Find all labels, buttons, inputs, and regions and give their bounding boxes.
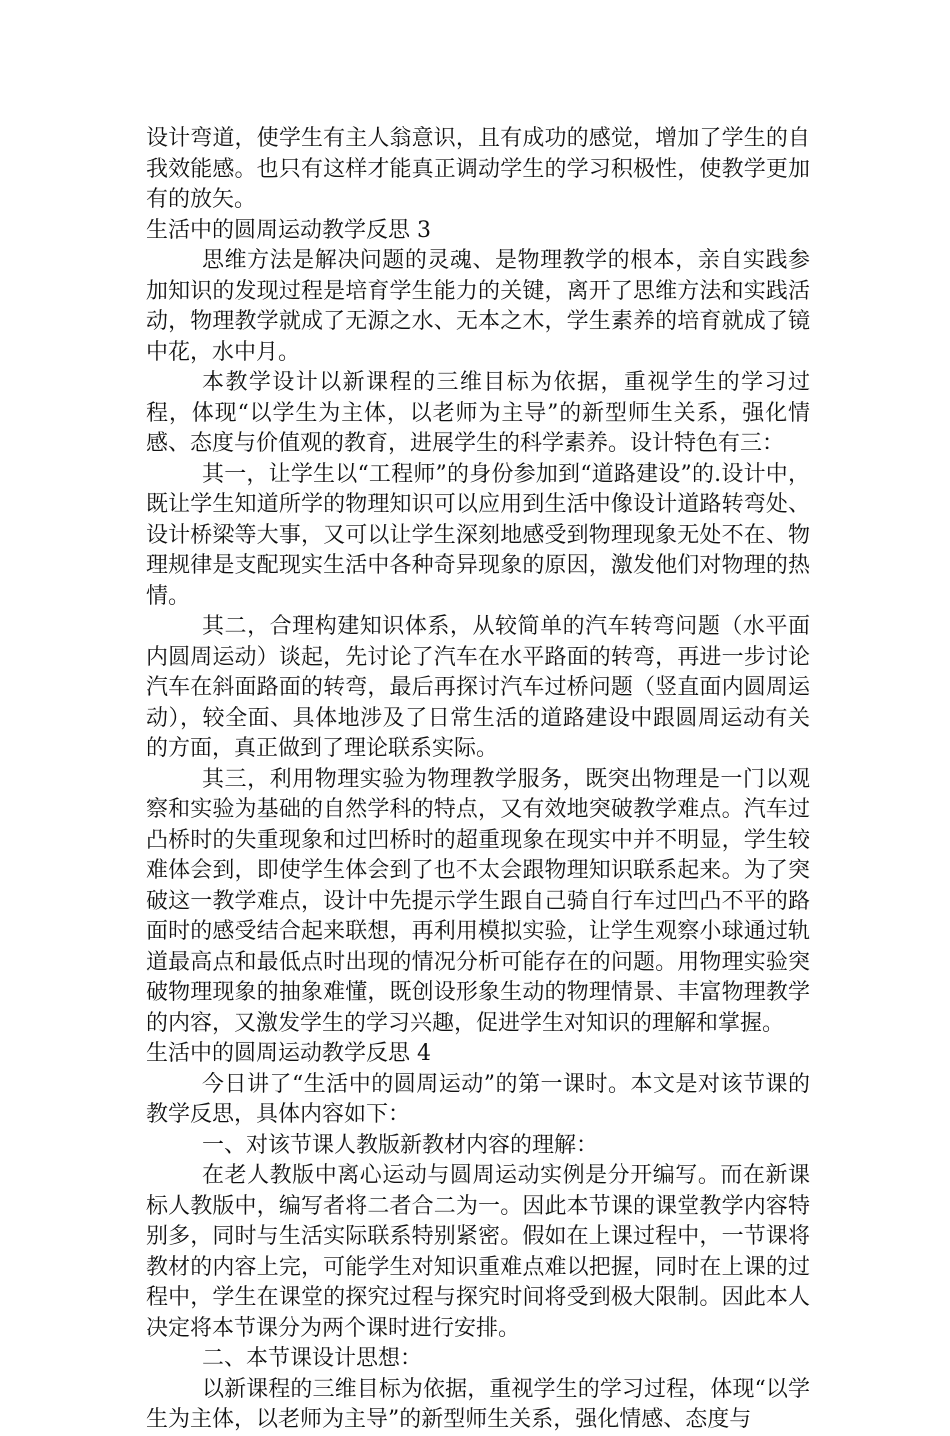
body-paragraph: 本教学设计以新课程的三维目标为依据，重视学生的学习过程，体现“以学生为主体，以老师为主导”的新型师生关系，强化情感、态度与价值观的教育，进展学生的科学素养。设计特色有三： [146,370,810,456]
section-heading-3: 生活中的圆周运动教学反思 3 [146,217,431,243]
body-paragraph: 今日讲了“生活中的圆周运动”的第一课时。本文是对该节课的教学反思，具体内容如下： [146,1071,810,1127]
body-paragraph: 其一，让学生以“工程师”的身份参加到“道路建设”的.设计中，既让学生知道所学的物理知识可以应用到生活中像设计道路转弯处、设计桥梁等大事，又可以让学生深刻地感受到物理现象无处不在、物理规律是支配现实生活中各种奇异现象的原因，激发他们对物理的热情。 [146,461,810,609]
section-heading-4: 生活中的圆周运动教学反思 4 [146,1041,431,1066]
document-body [146,124,810,1436]
body-paragraph: 思维方法是解决问题的灵魂、是物理教学的根本，亲自实践参加知识的发现过程是培育学生能力的关键，离开了思维方法和实践活动，物理教学就成了无源之水、无本之木，学生素养的培育就成了镜中花，水中月。 [146,248,810,365]
body-paragraph: 在老人教版中离心运动与圆周运动实例是分开编写。而在新课标人教版中，编写者将二者合二为一。因此本节课的课堂教学内容特别多，同时与生活实际联系特别紧密。假如在上课过程中，一节课将教材的内容上完，可能学生对知识重难点难以把握，同时在上课的过程中，学生在课堂的探究过程与探究时间将受到极大限制。因此本人决定将本节课分为两个课时进行安排。 [146,1163,810,1341]
body-paragraph: 设计弯道，使学生有主人翁意识，且有成功的感觉，增加了学生的自我效能感。也只有这样才能真正调动学生的学习积极性，使教学更加有的放矢。 [146,126,810,212]
subheading: 二、本节课设计思想： [202,1346,423,1371]
subheading: 一、对该节课人教版新教材内容的理解： [202,1132,599,1158]
body-paragraph: 以新课程的三维目标为依据，重视学生的学习过程，体现“以学生为主体，以老师为主导”的新型师生关系，强化情感、态度与 [146,1376,810,1432]
body-paragraph: 其二，合理构建知识体系，从较简单的汽车转弯问题（水平面内圆周运动）谈起，先讨论了汽车在水平路面的转弯，再进一步讨论汽车在斜面路面的转弯，最后再探讨汽车过桥问题（竖直面内圆周运动），较全面、具体地涉及了日常生活的道路建设中跟圆周运动有关的方面，真正做到了理论联系实际。 [146,614,810,761]
body-paragraph: 其三，利用物理实验为物理教学服务，既突出物理是一门以观察和实验为基础的自然学科的特点，又有效地突破教学难点。汽车过凸桥时的失重现象和过凹桥时的超重现象在现实中并不明显，学生较难体会到，即使学生体会到了也不太会跟物理知识联系起来。为了突破这一教学难点，设计中先提示学生跟自己骑自行车过凹凸不平的路面时的感受结合起来联想，再利用模拟实验，让学生观察小球通过轨道最高点和最低点时出现的情况分析可能存在的问题。用物理实验突破物理现象的抽象难懂，既创设形象生动的物理情景、丰富物理教学的内容，又激发学生的学习兴趣，促进学生对知识的理解和掌握。 [146,766,810,1036]
